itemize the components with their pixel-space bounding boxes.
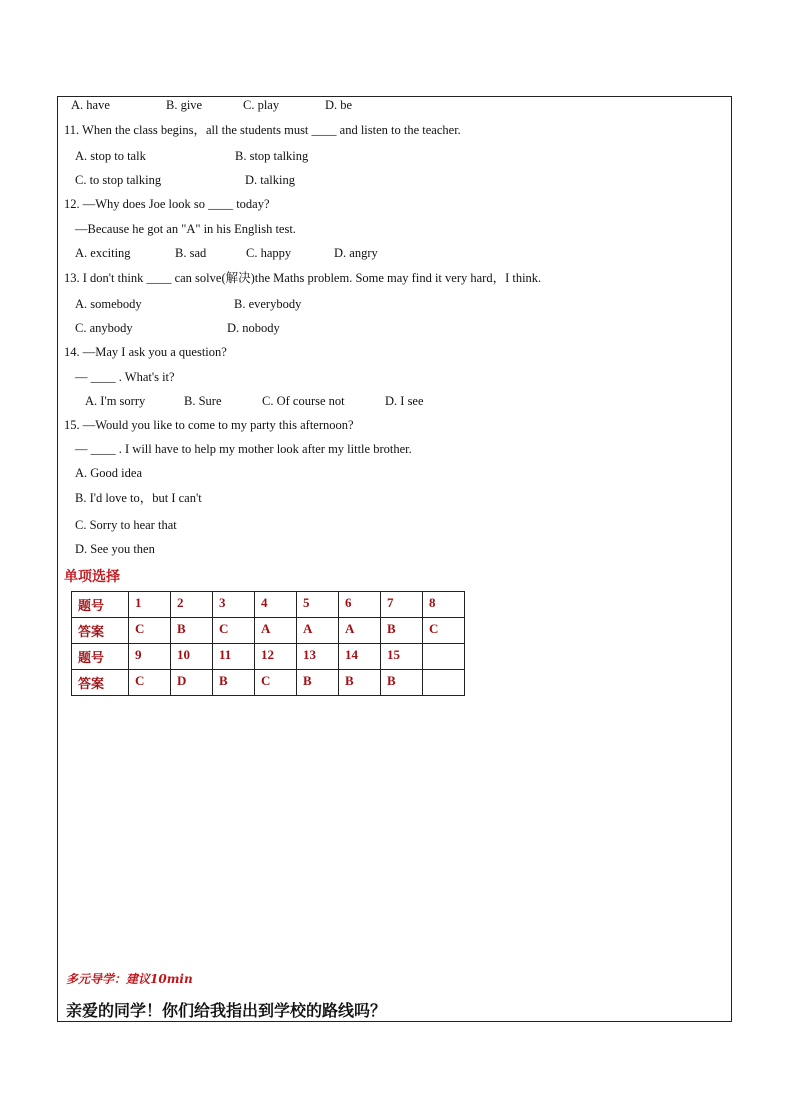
- final-prompt: 亲爱的同学！你们给我指出到学校的路线吗？: [66, 1001, 387, 1020]
- answer-table-cell: C: [255, 670, 297, 696]
- answer-table-cell: 3: [213, 592, 255, 618]
- q14-option-c: C. Of course not: [262, 394, 345, 408]
- answer-table-row-label: 题号: [72, 592, 129, 618]
- answer-table-cell: 4: [255, 592, 297, 618]
- answer-table-cell: 7: [381, 592, 423, 618]
- q15-reply: — ____ . I will have to help my mother look after my little brother.: [75, 442, 412, 456]
- q15-option-b: B. I'd love to，but I can't: [75, 491, 202, 505]
- q14-stem: 14. —May I ask you a question?: [64, 345, 227, 359]
- q11-option-c: C. to stop talking: [75, 173, 162, 187]
- answer-table-cell: A: [297, 618, 339, 644]
- answer-table-cell: B: [381, 618, 423, 644]
- answer-table-cell: 13: [297, 644, 339, 670]
- answer-table-cell: 1: [129, 592, 171, 618]
- answer-table-cell: 11: [213, 644, 255, 670]
- q11-option-a: A. stop to talk: [75, 149, 146, 163]
- q12-option-d: D. angry: [334, 246, 378, 260]
- answer-table-cell: C: [129, 670, 171, 696]
- answer-table-cell: [423, 644, 465, 670]
- answer-table-cell: A: [339, 618, 381, 644]
- q12-option-c: C. happy: [246, 246, 292, 260]
- answer-table-cell: 10: [171, 644, 213, 670]
- answer-table-row: [72, 618, 465, 644]
- q12-option-b: B. sad: [175, 246, 207, 260]
- answer-table-row: [72, 644, 465, 670]
- answer-table-cell: D: [171, 670, 213, 696]
- q11-option-b: B. stop talking: [235, 149, 309, 163]
- answer-table-row-label: 答案: [72, 618, 129, 644]
- q13-option-c: C. anybody: [75, 321, 133, 335]
- answer-table-row: [72, 592, 465, 618]
- answer-table-cell: B: [339, 670, 381, 696]
- q13-option-d: D. nobody: [227, 321, 280, 335]
- q13-stem: 13. I don't think ____ can solve(解决)the Maths problem. Some may find it very hard，I think.: [64, 271, 542, 285]
- q10-option-b: B. give: [166, 98, 203, 112]
- answer-table-cell: B: [171, 618, 213, 644]
- q10-option-d: D. be: [325, 98, 353, 112]
- answer-table-cell: 9: [129, 644, 171, 670]
- answer-table: [71, 591, 465, 696]
- q14-reply: — ____ . What's it?: [75, 370, 175, 384]
- answer-table-cell: B: [297, 670, 339, 696]
- q13-option-a: A. somebody: [75, 297, 142, 311]
- guide-label: 多元导学：建议10min: [66, 972, 193, 986]
- q15-option-c: C. Sorry to hear that: [75, 518, 177, 532]
- answer-table-cell: B: [213, 670, 255, 696]
- answer-table-cell: 6: [339, 592, 381, 618]
- answer-table-cell: 15: [381, 644, 423, 670]
- answer-section-title: 单项选择: [64, 569, 120, 585]
- answer-table-cell: [423, 670, 465, 696]
- q11-stem: 11. When the class begins，all the students must ____ and listen to the teacher.: [64, 123, 461, 137]
- q14-option-a: A. I'm sorry: [85, 394, 146, 408]
- q14-option-b: B. Sure: [184, 394, 222, 408]
- q14-option-d: D. I see: [385, 394, 424, 408]
- answer-table-cell: B: [381, 670, 423, 696]
- q12-reply: —Because he got an "A" in his English test.: [75, 222, 296, 236]
- answer-table-cell: C: [129, 618, 171, 644]
- answer-table-cell: 12: [255, 644, 297, 670]
- answer-table-row: [72, 670, 465, 696]
- answer-table-cell: C: [213, 618, 255, 644]
- q10-option-a: A. have: [71, 98, 110, 112]
- q15-stem: 15. —Would you like to come to my party this afternoon?: [64, 418, 354, 432]
- answer-table-cell: C: [423, 618, 465, 644]
- q12-option-a: A. exciting: [75, 246, 131, 260]
- q15-option-d: D. See you then: [75, 542, 155, 556]
- answer-table-row-label: 答案: [72, 670, 129, 696]
- answer-table-cell: 14: [339, 644, 381, 670]
- answer-table-cell: 8: [423, 592, 465, 618]
- q13-option-b: B. everybody: [234, 297, 302, 311]
- q11-option-d: D. talking: [245, 173, 295, 187]
- answer-table-cell: 5: [297, 592, 339, 618]
- answer-table-cell: A: [255, 618, 297, 644]
- answer-table-row-label: 题号: [72, 644, 129, 670]
- q12-stem: 12. —Why does Joe look so ____ today?: [64, 197, 270, 211]
- q15-option-a: A. Good idea: [75, 466, 142, 480]
- answer-table-cell: 2: [171, 592, 213, 618]
- q10-option-c: C. play: [243, 98, 280, 112]
